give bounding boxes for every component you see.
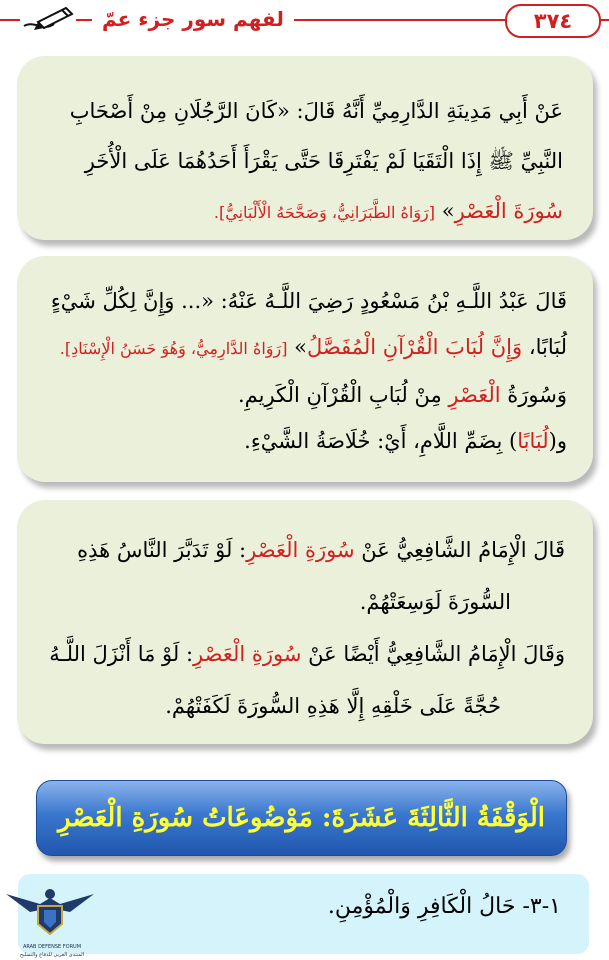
subsection-title: حَالُ الْكَافِرِ وَالْمُؤْمِنِ.	[327, 894, 523, 919]
definition-line	[43, 418, 567, 464]
text-segment: مِنْ لُبَابِ الْقُرْآنِ الْكَرِيمِ.	[237, 383, 449, 407]
pen-icon	[20, 4, 76, 34]
eagle-emblem-icon	[0, 880, 100, 944]
logo-caption-en: ARAB DEFENSE FORUM	[22, 944, 82, 950]
quote-paragraph-2	[43, 628, 565, 680]
quote-close: »	[287, 335, 308, 359]
hadith-text	[43, 86, 563, 238]
quote-highlight: وَإِنَّ لُبَابَ الْقُرْآنِ الْمُفَصَّلُ	[307, 335, 523, 359]
page-number-badge: ٣٧٤	[505, 4, 601, 38]
logo-caption-ar: المنتدى العربي للدفاع والتسليح	[19, 952, 85, 958]
page-header	[0, 0, 609, 40]
text-segment: قَالَ الْإِمَامُ الشَّافِعِيُّ عَنْ	[354, 538, 565, 562]
surah-name-highlight: سُورَةِ الْعَصْرِ	[193, 642, 302, 666]
hadith-card-1	[17, 56, 593, 240]
section-heading: الْوَقْفَةُ الثَّالِثَةَ عَشَرَةَ: مَوْضُوعَاتُ سُورَةِ الْعَصْرِ	[58, 803, 546, 833]
hadith-body: عَنْ أَبِي مَدِينَةِ الدَّارِمِيِّ أَنَّهُ قَالَ: «كَانَ الرَّجُلَانِ مِنْ أَصْحَابِ النَّبِيِّ ﷺ إِذَا الْتَقَيَا لَمْ يَفْتَرِقَا حَتَّى يَقْرَأَ أَحَدُهُمَا عَلَى الْأُخَرِ	[69, 99, 563, 173]
subsection-number: ١-٣-	[522, 894, 561, 919]
surah-name-highlight: الْعَصْرِ	[448, 383, 501, 407]
hadith-body: قَالَ عَبْدُ اللَّـهِ بْنُ مَسْعُودٍ رَضِيَ اللَّـهُ عَنْهُ: «... وَإِنَّ لِكُلِّ شَيْءٍ لُبَابًا،	[50, 289, 567, 359]
text-segment: و(	[548, 429, 567, 453]
forum-logo	[0, 880, 100, 960]
text-segment: وَقَالَ الْإِمَامُ الشَّافِعِيُّ أَيْضًا عَنْ	[301, 642, 565, 666]
surah-name-highlight: سُورَةِ الْعَصْرِ	[246, 538, 355, 562]
text-segment: : لَوْ مَا أَنْزَلَ اللَّـهُ	[49, 642, 194, 666]
subsection-box	[18, 874, 589, 954]
hadith-reference: [رَوَاهُ الطَّبَرَانِيُّ، وَصَحَّحَهُ الْأَلْبَانِيُّ].	[213, 203, 436, 222]
quote-paragraph-1	[43, 524, 565, 576]
text-segment: : لَوْ تَدَبَّرَ النَّاسُ هَذِهِ	[77, 538, 247, 562]
book-title: لفهم سور جزء عمّ	[92, 4, 294, 34]
word-highlight: لُبَابًا	[517, 429, 549, 453]
surah-name-highlight: سُورَةَ الْعَصْرِ	[454, 199, 563, 223]
section-heading-banner	[36, 780, 567, 856]
hadith-text	[43, 278, 567, 372]
quote-close: »	[441, 199, 455, 223]
hadith-reference: [رَوَاهُ الدَّارِمِيُّ، وَهُوَ حَسَنُ الْإِسْنَادِ].	[59, 339, 288, 358]
text-segment: وَسُورَةُ	[500, 383, 567, 407]
quote-paragraph-1-end: السُّورَةَ لَوَسِعَتْهُمْ.	[359, 590, 511, 614]
shafii-quotes-card	[17, 500, 593, 744]
explanation-line	[43, 372, 567, 418]
quote-paragraph-2-end: حُجَّةً عَلَى خَلْقِهِ إِلَّا هَذِهِ السُّورَةَ لَكَفَتْهُمْ.	[165, 694, 501, 718]
hadith-card-2	[17, 256, 593, 482]
text-segment: ) بِضَمِّ اللَّامِ، أَيْ: خُلَاصَةُ الشَّيْءِ.	[244, 429, 518, 453]
